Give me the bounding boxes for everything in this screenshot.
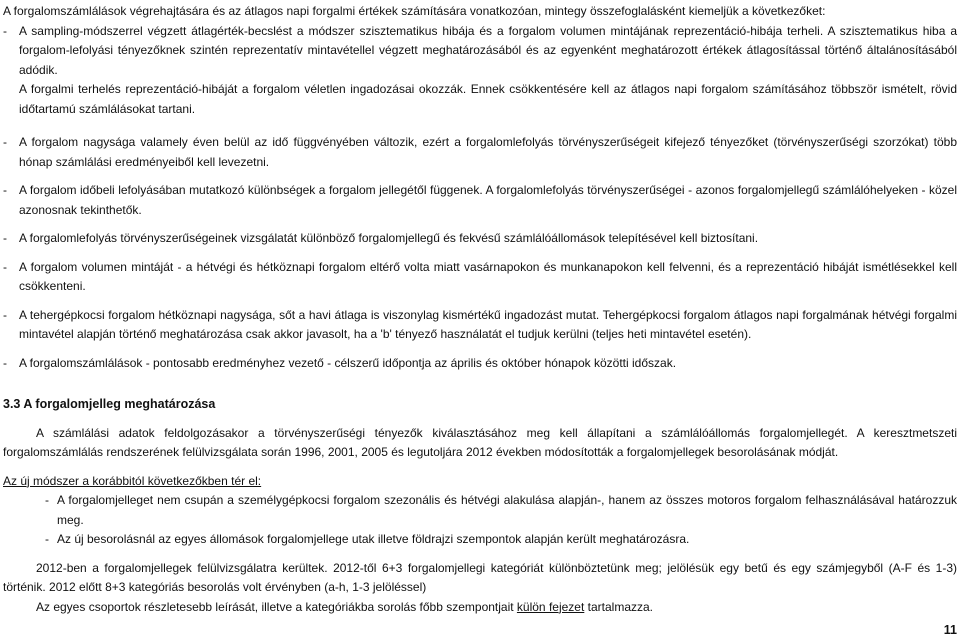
intro-paragraph: A forgalomszámlálások végrehajtására és az átlagos napi forgalmi értékek számítására vonatkozóan, mintegy összefoglalásként kiemeljük a következőket:: [3, 4, 826, 18]
list-item: [3, 354, 957, 374]
bullet-dash: -: [3, 355, 7, 370]
list-item: [3, 306, 957, 345]
bullet-continuation: A forgalmi terhelés reprezentáció-hibáját a forgalom véletlen ingadozásai okozzák. Ennek csökkentésére kell az átlagos napi forgalom számításához többször ismételt, rövid időtartamú számlálásokat tartani.: [19, 82, 957, 116]
list-item: [45, 530, 957, 550]
list-item: [3, 258, 957, 297]
section-paragraph: 2012-ben a forgalomjellegek felülvizsgálatra kerültek. 2012-től 6+3 forgalomjellegi kategóriát különböztetünk meg; jelölésük egy betű és egy számjegyből (A-F és 1-3) történik. 2012 előtt 8+3 kategóriás besorolás volt érvényben (a-h, 1-3 jelöléssel): [3, 560, 957, 594]
bullet-dash: -: [3, 23, 7, 38]
bullet-dash: -: [3, 307, 7, 322]
bullet-text: A forgalom időbeli lefolyásában mutatkozó különbségek a forgalom jellegétől függenek. A forgalomlefolyás törvényszerűségei - azonos forgalomjellegű számlálóhelyeken - közel azonosnak tekinthetők.: [19, 183, 957, 217]
paragraph-text: tartalmazza.: [584, 599, 654, 614]
bullet-text: A forgalomszámlálások - pontosabb eredményhez vezető - célszerű időpontja az április és október hónapok közötti időszak.: [19, 355, 677, 370]
section-heading: 3.3 A forgalomjelleg meghatározása: [3, 397, 216, 411]
bullet-text: A tehergépkocsi forgalom hétköznapi nagysága, sőt a havi átlaga is viszonylag kismértékű ingadozást mutat. Tehergépkocsi forgalom átlagos napi forgalmának hétvégi forgalmi mintavétel alapján történő meghatározása csak akkor javasolt, ha a 'b' tényező használatát el tudjuk kerülni (teljes heti mintavétel esetén).: [19, 307, 957, 341]
list-item: [45, 491, 957, 530]
section-paragraph: [3, 598, 957, 618]
list-item: [3, 22, 957, 81]
bullet-dash: -: [3, 259, 7, 274]
chapter-link[interactable]: külön fejezet: [516, 599, 585, 614]
bullet-text: A forgalomlefolyás törvényszerűségeinek vizsgálatát különböző forgalomjellegű és fekvésű számlálóállomások telepítésével kell biztosítani.: [19, 231, 759, 245]
bullet-text: A sampling-módszerrel végzett átlagérték-becslést a módszer szisztematikus hibája és a forgalom volumen mintájának reprezentáció-hibája terheli. A szisztematikus hiba a forgalom-lefolyási tényezőknek szintén reprezentatív mintavétellel végzett meghatározásából és az egyenként meghatározott értékek átlagosítással történő általánosításából adódik.: [19, 23, 957, 77]
bullet-text: A forgalom nagysága valamely éven belül az idő függvényében változik, ezért a forgalomlefolyás törvényszerűségeit kifejező tényezőket (törvényszerűségi szorzókat) több hónap számlálási eredményeiből kell levezetni.: [19, 135, 957, 169]
paragraph-text: Az egyes csoportok részletesebb leírását, illetve a kategóriákba sorolás főbb szempontjait: [36, 599, 517, 614]
list-intro: Az új módszer a korábbitól következőkben tér el:: [3, 473, 262, 488]
bullet-dash: -: [3, 231, 7, 245]
bullet-dash: -: [45, 493, 49, 507]
bullet-dash: -: [3, 183, 7, 197]
bullet-dash: -: [3, 135, 7, 149]
bullet-text: A forgalom volumen mintáját - a hétvégi és hétköznapi forgalom eltérő volta miatt vasárnapokon és munkanapokon kell felvenni, és a reprezentáció hibáját ismétlésekkel kell csökkenteni.: [19, 259, 957, 293]
bullet-dash: -: [45, 532, 49, 546]
section-paragraph: A számlálási adatok feldolgozásakor a törvényszerűségi tényezők kiválasztásához meg kell állapítani a számlálóállomás forgalomjellegét. A keresztmetszeti forgalomszámlálás rendszerének felülvizsgálata során 1996, 2001, 2005 és legutoljára 2012 években módosították a forgalomjellegek besorolásának módját.: [3, 425, 957, 459]
list-item: [3, 229, 957, 249]
page-number: 11: [943, 622, 957, 637]
bullet-text: Az új besorolásnál az egyes állomások forgalomjellege utak illetve földrajzi szempontok alapján került meghatározásra.: [57, 532, 690, 546]
list-item: [3, 181, 957, 220]
bullet-text: A forgalomjelleget nem csupán a személygépkocsi forgalom szezonális és hétvégi alakulása alapján-, hanem az összes motoros forgalom felhasználásával határozzuk meg.: [57, 493, 957, 527]
list-item: [3, 133, 957, 172]
